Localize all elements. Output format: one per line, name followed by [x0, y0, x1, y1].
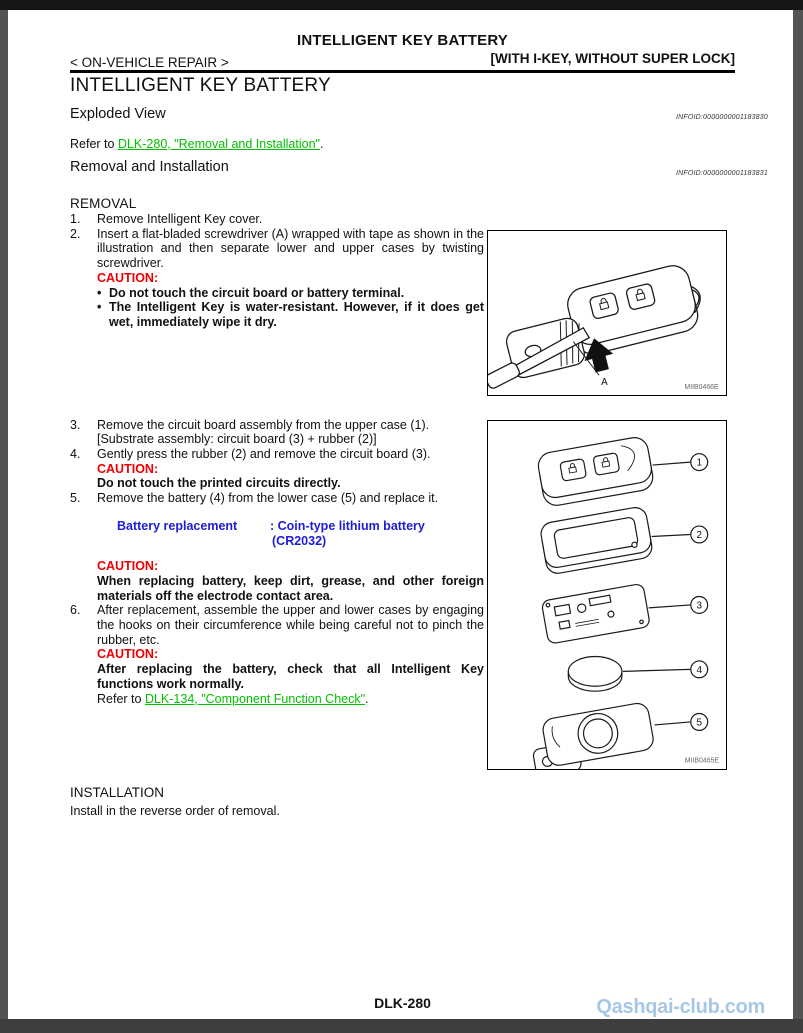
- removal-steps: [70, 212, 484, 706]
- manual-page: [8, 10, 793, 1019]
- bullet-glyph: •: [97, 300, 102, 315]
- step-2-number: 2.: [70, 226, 81, 241]
- callout-5-leader: [655, 722, 691, 725]
- figure-2-drawing: [488, 421, 726, 769]
- removal-subheading: REMOVAL: [70, 196, 137, 211]
- exploded-view-refer-line: [70, 137, 323, 151]
- callout-5-number: 5: [696, 717, 702, 729]
- caution-label: CAUTION:: [97, 270, 159, 285]
- callout-4-leader: [623, 669, 690, 671]
- callout-3-number: 3: [696, 600, 702, 612]
- callout-2-number: 2: [696, 529, 702, 541]
- battery-spec-label: Battery replacement: [117, 518, 238, 533]
- step-2: [70, 227, 484, 330]
- figure-1-label-a: A: [601, 377, 608, 389]
- caution-label: CAUTION:: [97, 461, 159, 476]
- step-6-text: After replacement, assemble the upper and lower cases by engaging the hooks on their circumference while being careful not to pinch the rubber, etc.: [97, 603, 484, 647]
- caution-bullet-2: [97, 300, 484, 329]
- step-4-text: Gently press the rubber (2) and remove the circuit board (3).: [97, 447, 431, 462]
- installation-text: Install in the reverse order of removal.: [70, 804, 280, 818]
- battery-spec: [97, 519, 484, 548]
- window-bottom-bar: [0, 1019, 803, 1033]
- circuit-board-drawing: [541, 583, 650, 644]
- battery-spec-value-line1: : Coin-type lithium battery: [270, 518, 425, 533]
- step-5-text: Remove the battery (4) from the lower case (5) and replace it.: [97, 491, 439, 506]
- installation-section: [70, 785, 280, 818]
- step-4: [70, 447, 484, 491]
- page-number: DLK-280: [374, 995, 431, 1011]
- step-4-number: 4.: [70, 447, 81, 462]
- header-rule: [70, 70, 735, 73]
- link-dlk134-component-function-check[interactable]: DLK-134, "Component Function Check": [144, 691, 366, 706]
- figure-1-drawing: [488, 231, 726, 395]
- step-1: [70, 212, 484, 227]
- step-3: [70, 418, 484, 447]
- rubber-drawing: [539, 506, 653, 575]
- step-3-line2: [Substrate assembly: circuit board (3) + rubber (2)]: [97, 432, 377, 447]
- step-6: [70, 603, 484, 706]
- callout-4-number: 4: [696, 664, 702, 676]
- link-dlk280-removal-installation[interactable]: DLK-280, "Removal and Installation": [117, 137, 320, 151]
- header-section-left: < ON-VEHICLE REPAIR >: [70, 55, 229, 70]
- callout-2-leader: [652, 535, 691, 537]
- caution-bullet-2-text: The Intelligent Key is water-resistant. However, if it does get wet, immediately wipe it dry.: [109, 300, 484, 329]
- step-5-number: 5.: [70, 491, 81, 506]
- step-6-caution-text: After replacing the battery, check that all Intelligent Key functions work normally.: [97, 662, 484, 691]
- step-3-number: 3.: [70, 417, 81, 432]
- figure-key-screwdriver: [487, 230, 727, 396]
- refer-prefix: Refer to: [70, 137, 118, 151]
- refer-suffix: .: [319, 137, 324, 151]
- header-variant-right: [WITH I-KEY, WITHOUT SUPER LOCK]: [490, 51, 735, 66]
- infoid-removal-installation: INFOID:0000000001183831: [675, 170, 768, 177]
- installation-heading: INSTALLATION: [70, 785, 165, 800]
- callout-3-leader: [649, 605, 691, 608]
- step-3-line1: Remove the circuit board assembly from the upper case (1).: [97, 417, 430, 432]
- step-1-number: 1.: [70, 212, 81, 226]
- battery-spec-value-line2: (CR2032): [272, 533, 327, 548]
- caution-bullet-1: [97, 286, 484, 301]
- page-title: INTELLIGENT KEY BATTERY: [70, 75, 331, 96]
- infoid-exploded-view: INFOID:0000000001183830: [675, 114, 768, 121]
- caution-bullet-1-text: Do not touch the circuit board or battery terminal.: [109, 285, 405, 300]
- step-2-text: Insert a flat-bladed screwdriver (A) wrapped with tape as shown in the illustration and then separate lower and upper cases by twisting screwdriver.: [97, 226, 484, 271]
- window-top-bar: [0, 0, 803, 10]
- key-fob-drawing: [488, 261, 709, 390]
- step-1-text: Remove Intelligent Key cover.: [97, 212, 263, 226]
- battery-drawing: [568, 656, 622, 691]
- refer-suffix: .: [365, 691, 369, 706]
- battery-caution-text: When replacing battery, keep dirt, grease, and other foreign materials off the electrode contact area.: [97, 573, 484, 603]
- refer-prefix: Refer to: [97, 691, 145, 706]
- lower-case-drawing: [528, 702, 657, 769]
- watermark: Qashqai-club.com: [596, 996, 765, 1018]
- step-6-number: 6.: [70, 603, 81, 618]
- figure-2-code: MIIB0465E: [684, 757, 720, 765]
- step-5: [70, 491, 484, 603]
- caution-label: CAUTION:: [97, 647, 159, 662]
- caution-label: CAUTION:: [97, 559, 159, 574]
- callout-1-leader: [653, 462, 691, 465]
- step-6-refer-line: [97, 692, 484, 707]
- figure-1-code: MIIB0466E: [684, 384, 719, 392]
- callout-1-number: 1: [696, 457, 702, 469]
- upper-case-drawing: [536, 435, 655, 507]
- exploded-view-heading: Exploded View: [70, 106, 166, 122]
- doc-title: INTELLIGENT KEY BATTERY: [297, 32, 508, 49]
- battery-spec-value: [270, 519, 425, 548]
- step-4-caution-text: Do not touch the printed circuits directly.: [97, 476, 341, 491]
- figure-exploded-view: [487, 420, 727, 770]
- bullet-glyph: •: [97, 285, 102, 300]
- removal-installation-heading: Removal and Installation: [70, 159, 229, 175]
